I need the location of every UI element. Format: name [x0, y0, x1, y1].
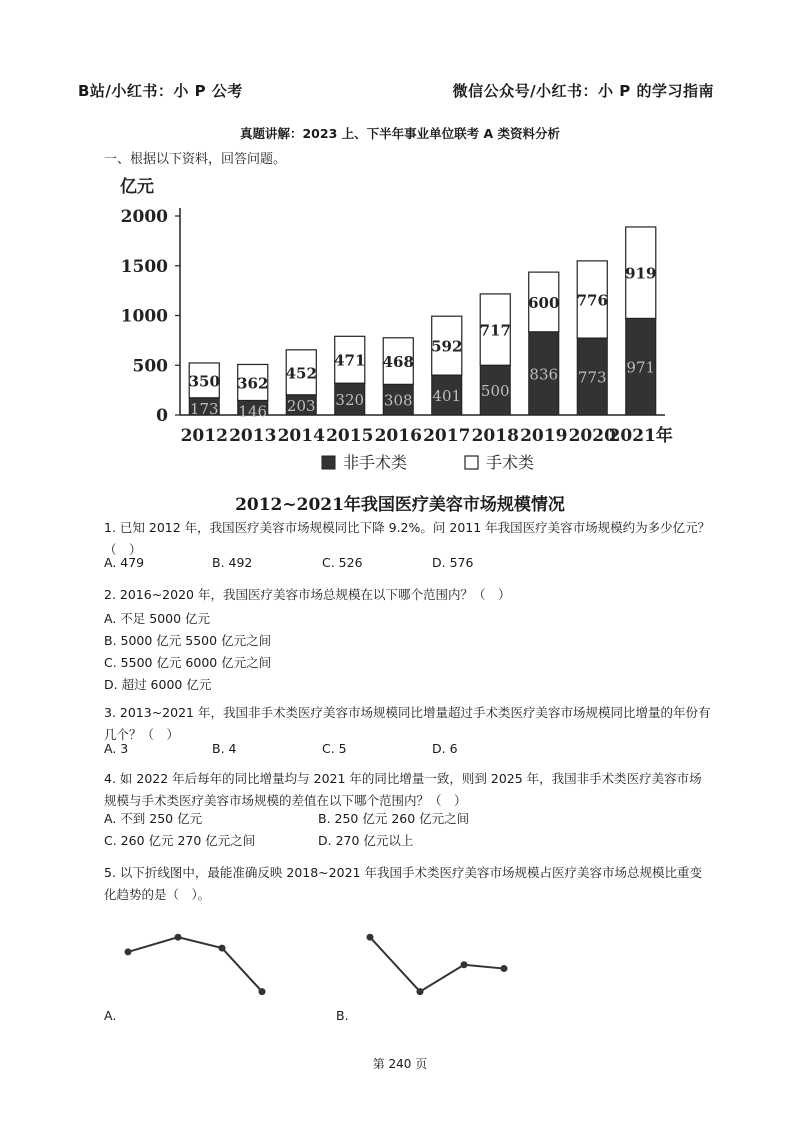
question-3: 3. 2013~2021 年，我国非手术类医疗美容市场规模同比增量超过手术类医疗美容市场规模同比增量的年份有几个？（ ）: [104, 705, 711, 742]
mini-point-0-1: [175, 934, 182, 941]
intro-text: 一、根据以下资料，回答问题。: [104, 152, 287, 167]
legend-swatch-nonsurgical: [322, 456, 335, 469]
chart-title: 2012~2021年我国医疗美容市场规模情况: [235, 495, 565, 515]
mini-chart-a: [118, 920, 278, 1010]
y-tick-label-500: 500: [132, 356, 168, 377]
q1-option-b: B. 492: [212, 555, 253, 570]
label-nonsurgical-2016: 308: [383, 391, 413, 410]
label-nonsurgical-2012: 173: [189, 399, 219, 418]
q2-option-c: C. 5500 亿元 6000 亿元之间: [104, 655, 272, 670]
x-tick-label-2017: 2017: [423, 426, 471, 446]
x-tick-label-2021年: 2021年: [608, 426, 673, 446]
mini-point-0-0: [125, 948, 132, 955]
q4-option-d: D. 270 亿元以上: [318, 833, 414, 848]
q4-option-a: A. 不到 250 亿元: [104, 811, 203, 826]
label-surgical-2012: 350: [188, 372, 220, 391]
label-surgical-2015: 471: [334, 351, 366, 370]
y-axis-label: 亿元: [120, 177, 154, 197]
label-nonsurgical-2014: 203: [286, 396, 316, 415]
q3-option-a: A. 3: [104, 741, 129, 756]
x-tick-label-2015: 2015: [326, 426, 374, 446]
x-tick-label-2020: 2020: [568, 426, 616, 446]
page-number: 第 240 页: [372, 1057, 428, 1071]
q4-option-b: B. 250 亿元 260 亿元之间: [318, 811, 470, 826]
q4-option-c: C. 260 亿元 270 亿元之间: [104, 833, 256, 848]
question-1: 1. 已知 2012 年，我国医疗美容市场规模同比下降 9.2%。问 2011 年我国医疗美容市场规模约为多少亿元？（ ）: [104, 520, 711, 557]
label-surgical-2018: 717: [479, 321, 511, 340]
x-tick-label-2014: 2014: [277, 426, 325, 446]
question-2: 2. 2016~2020 年，我国医疗美容市场总规模在以下哪个范围内？（ ）: [104, 587, 511, 602]
q1-option-c: C. 526: [322, 555, 363, 570]
y-tick-label-1500: 1500: [120, 256, 168, 277]
label-surgical-2021年: 919: [625, 264, 657, 283]
mini-point-1-2: [461, 961, 468, 968]
label-surgical-2016: 468: [382, 353, 414, 372]
x-tick-label-2018: 2018: [471, 426, 519, 446]
x-tick-label-2013: 2013: [229, 426, 277, 446]
legend-label-surgical: 手术类: [486, 453, 535, 472]
q2-option-a: A. 不足 5000 亿元: [104, 611, 211, 626]
header-left: B站/小红书：小 P 公考: [78, 82, 243, 100]
label-surgical-2014: 452: [285, 364, 317, 383]
stacked-bar-chart: [100, 168, 720, 490]
q1-option-d: D. 576: [432, 555, 474, 570]
x-tick-label-2012: 2012: [180, 426, 228, 446]
label-nonsurgical-2020: 773: [577, 368, 607, 387]
label-nonsurgical-2017: 401: [432, 387, 462, 406]
label-nonsurgical-2013: 146: [238, 402, 268, 421]
x-tick-label-2016: 2016: [374, 426, 422, 446]
q1-option-a: A. 479: [104, 555, 145, 570]
mini-point-1-0: [367, 934, 374, 941]
q5-option-b: B.: [336, 1008, 349, 1023]
label-surgical-2020: 776: [576, 291, 608, 310]
q3-option-c: C. 5: [322, 741, 347, 756]
q3-option-d: D. 6: [432, 741, 458, 756]
question-5: 5. 以下折线图中，最能准确反映 2018~2021 年我国手术类医疗美容市场规模占医疗美容市场总规模比重变化趋势的是（ ）。: [104, 865, 702, 902]
y-tick-label-0: 0: [156, 406, 168, 426]
q5-option-a: A.: [104, 1008, 117, 1023]
mini-point-0-2: [219, 945, 226, 952]
x-tick-label-2019: 2019: [520, 426, 568, 446]
q3-option-b: B. 4: [212, 741, 237, 756]
y-tick-label-2000: 2000: [120, 207, 168, 227]
mini-point-1-1: [417, 988, 424, 995]
legend-swatch-surgical: [465, 456, 478, 469]
document-title: 真题讲解：2023 上、下半年事业单位联考 A 类资料分析: [239, 126, 561, 141]
header-right: 微信公众号/小红书：小 P 的学习指南: [452, 82, 714, 100]
label-nonsurgical-2015: 320: [335, 391, 365, 410]
q2-option-b: B. 5000 亿元 5500 亿元之间: [104, 633, 272, 648]
label-surgical-2017: 592: [431, 337, 463, 356]
mini-line-0: [128, 937, 262, 991]
q2-option-d: D. 超过 6000 亿元: [104, 677, 212, 692]
y-tick-label-1000: 1000: [120, 306, 168, 327]
legend-label-nonsurgical: 非手术类: [343, 453, 408, 472]
mini-line-1: [370, 937, 504, 991]
mini-point-1-3: [501, 965, 508, 972]
label-nonsurgical-2021年: 971: [626, 358, 656, 377]
mini-chart-b: [360, 920, 520, 1010]
label-surgical-2013: 362: [237, 374, 269, 393]
question-4: 4. 如 2022 年后每年的同比增量均与 2021 年的同比增量一致，则到 2025 年，我国非手术类医疗美容市场规模与手术类医疗美容市场规模的差值在以下哪个范围内？（ ）: [104, 771, 702, 808]
label-nonsurgical-2019: 836: [529, 365, 559, 384]
label-surgical-2019: 600: [528, 293, 560, 312]
label-nonsurgical-2018: 500: [480, 382, 510, 401]
mini-point-0-3: [259, 988, 266, 995]
